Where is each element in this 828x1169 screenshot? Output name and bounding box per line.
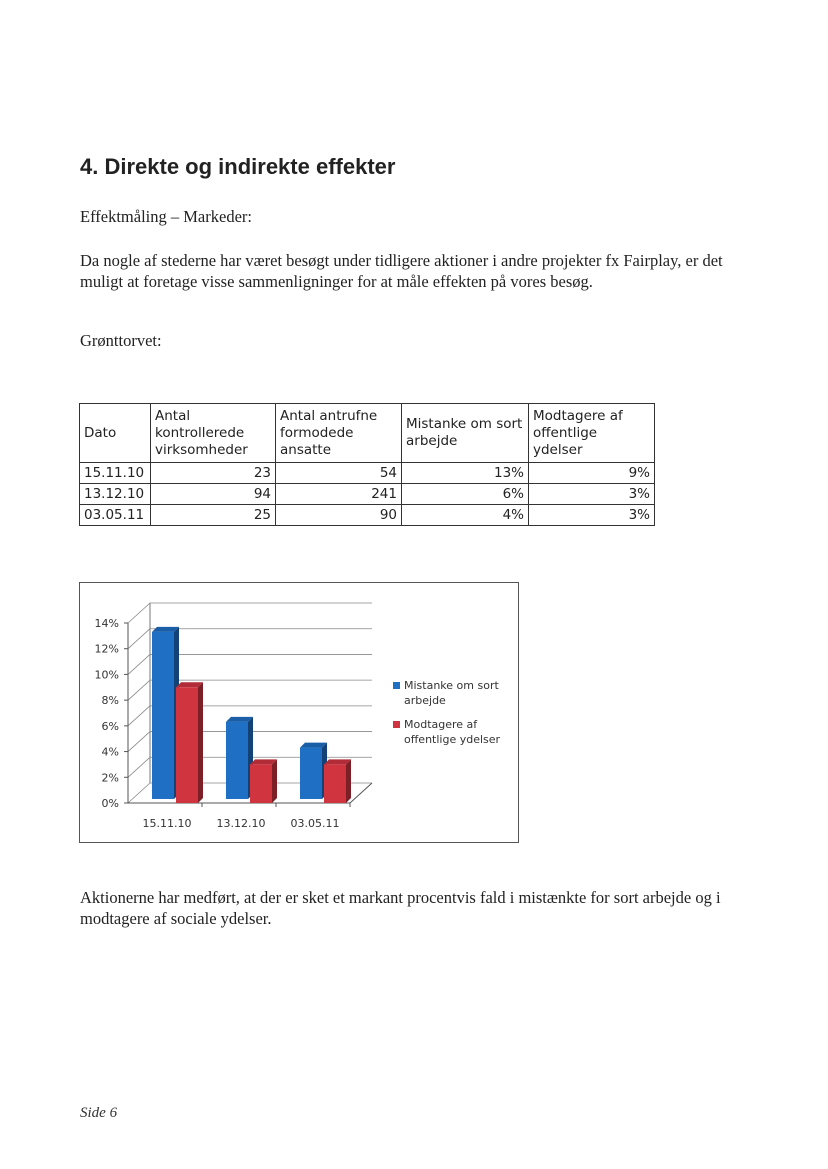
grid-diagonal — [128, 654, 150, 674]
header-dato: Dato — [80, 404, 151, 463]
grid-diagonal — [128, 732, 150, 752]
bar-side — [346, 759, 351, 803]
bar-chart — [79, 582, 519, 843]
grid-diagonal — [128, 706, 150, 726]
bar — [324, 764, 346, 803]
chart-legend — [393, 678, 522, 756]
cell-modtagere: 3% — [529, 505, 655, 526]
grid-diagonal — [128, 757, 150, 777]
cell-ansatte: 54 — [276, 463, 402, 484]
page-number: Side 6 — [80, 1105, 118, 1121]
effect-table — [79, 403, 655, 526]
conclusion-paragraph: Aktionerne har medført, at der er sket et markant procentvis fald i mistænkte for sort arbejde og i modtagere af sociale ydelser. — [80, 888, 721, 928]
y-tick-label: 4% — [101, 745, 119, 759]
legend-swatch-red — [393, 721, 400, 728]
subtitle: Effektmåling – Markeder: — [80, 207, 252, 226]
y-tick-label: 2% — [101, 771, 119, 785]
y-tick-label: 12% — [94, 642, 119, 656]
cell-kontrollerede: 25 — [151, 505, 276, 526]
y-tick-label: 10% — [94, 668, 119, 682]
x-tick-label: 15.11.10 — [142, 817, 192, 830]
cell-date: 13.12.10 — [80, 484, 151, 505]
table-row — [80, 463, 655, 484]
grid-diagonal — [128, 629, 150, 649]
table-row — [80, 505, 655, 526]
table-row — [80, 484, 655, 505]
grid-diagonal — [128, 783, 150, 803]
y-tick-label: 6% — [101, 719, 119, 733]
cell-ansatte: 90 — [276, 505, 402, 526]
intro-paragraph: Da nogle af stederne har været besøgt under tidligere aktioner i andre projekter fx Fairplay, er det muligt at foretage visse sammenligninger for at måle effekten på vores besøg. — [80, 251, 723, 291]
cell-date: 15.11.10 — [80, 463, 151, 484]
floor-edge — [350, 783, 372, 803]
y-tick-label: 0% — [101, 797, 119, 810]
legend-item-modtagere — [393, 717, 522, 747]
x-tick-label: 13.12.10 — [216, 817, 266, 830]
y-tick-label: 14% — [94, 617, 119, 630]
header-ansatte: Antal antrufne formodede ansatte — [276, 404, 402, 463]
cell-kontrollerede: 94 — [151, 484, 276, 505]
x-tick-label: 03.05.11 — [290, 817, 340, 830]
grid-diagonal — [128, 680, 150, 700]
market-label: Grønttorvet: — [80, 331, 162, 350]
bar — [300, 748, 322, 799]
bar — [176, 687, 198, 803]
cell-mistanke: 4% — [402, 505, 529, 526]
header-modtagere: Modtagere af offentlige ydelser — [529, 404, 655, 463]
legend-item-mistanke — [393, 678, 522, 708]
cell-modtagere: 9% — [529, 463, 655, 484]
legend-label: Modtagere af offentlige ydelser — [404, 718, 501, 746]
cell-modtagere: 3% — [529, 484, 655, 505]
grid-diagonal — [128, 603, 150, 623]
cell-mistanke: 13% — [402, 463, 529, 484]
bar-side — [198, 682, 203, 803]
header-mistanke: Mistanke om sort arbejde — [402, 404, 529, 463]
header-kontrollerede: Antal kontrollerede virksomheder — [151, 404, 276, 463]
cell-ansatte: 241 — [276, 484, 402, 505]
legend-swatch-blue — [393, 682, 400, 689]
y-tick-label: 8% — [101, 694, 119, 708]
bar — [226, 722, 248, 799]
section-heading: 4. Direkte og indirekte effekter — [80, 154, 396, 179]
table-header-row — [80, 404, 655, 463]
cell-mistanke: 6% — [402, 484, 529, 505]
cell-kontrollerede: 23 — [151, 463, 276, 484]
legend-label: Mistanke om sort arbejde — [404, 679, 499, 707]
bar — [250, 764, 272, 803]
bar-side — [272, 759, 277, 803]
cell-date: 03.05.11 — [80, 505, 151, 526]
bar — [152, 632, 174, 799]
